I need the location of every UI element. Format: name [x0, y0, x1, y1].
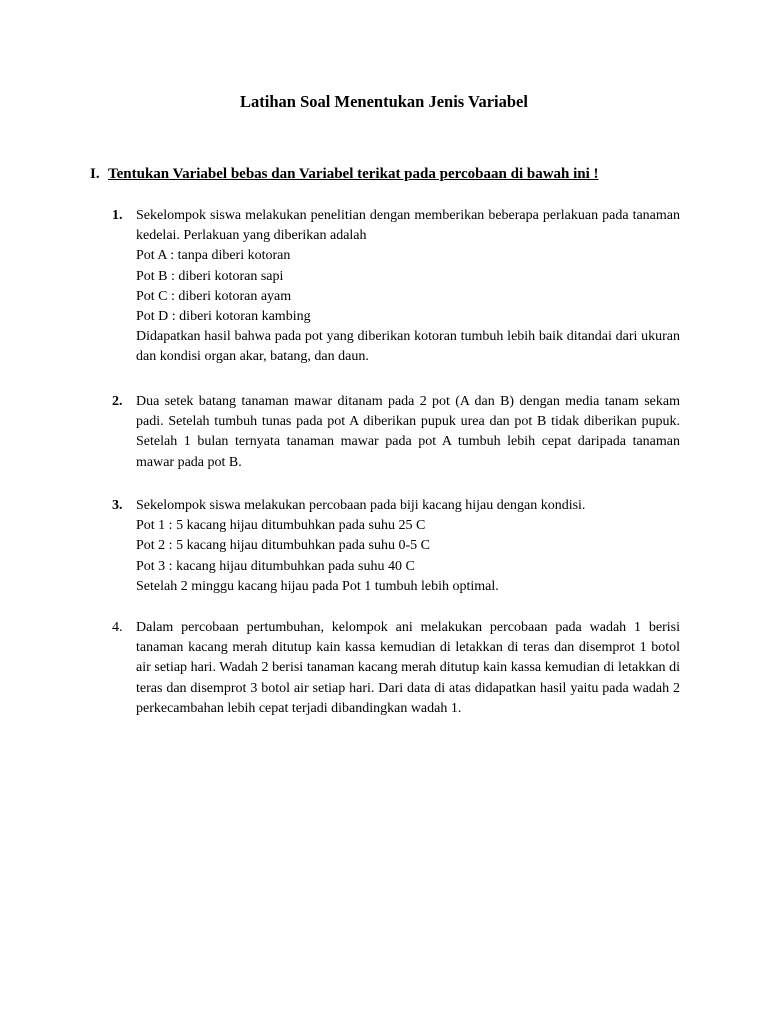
question-line: Pot D : diberi kotoran kambing — [136, 309, 311, 325]
section-number: I. — [90, 166, 100, 182]
question-line: Pot B : diberi kotoran sapi — [136, 268, 284, 284]
question-line: Setelah 2 minggu kacang hijau pada Pot 1 tumbuh lebih optimal. — [136, 578, 499, 594]
question-4 — [112, 618, 680, 719]
section-heading-text: Tentukan Variabel bebas dan Variabel terikat pada percobaan di bawah ini ! — [108, 166, 599, 182]
question-body — [136, 618, 680, 719]
section-heading — [90, 166, 599, 183]
question-body — [136, 496, 680, 597]
question-number: 4. — [112, 620, 123, 635]
question-intro: Sekelompok siswa melakukan penelitian dengan memberikan beberapa perlakuan pada tanaman kedelai. Perlakuan yang diberikan adalah — [136, 208, 680, 244]
question-intro: Dalam percobaan pertumbuhan, kelompok ani melakukan percobaan pada wadah 1 berisi tanaman kacang merah ditutup kain kassa kemudian di letakkan di teras dan disemprot 1 botol air setiap hari. Wadah 2 berisi tanaman kacang merah ditutup kain kassa kemudian di letakkan di teras dan disemprot 3 botol air setiap hari. Dari data di atas didapatkan hasil yaitu pada wadah 2 perkecambahan lebih cepat terjadi dibandingkan wadah 1. — [136, 620, 680, 716]
question-body — [136, 392, 680, 473]
question-2 — [112, 392, 680, 473]
question-line: Pot 2 : 5 kacang hijau ditumbuhkan pada suhu 0-5 C — [136, 538, 430, 554]
question-number: 3. — [112, 498, 123, 513]
question-intro: Sekelompok siswa melakukan percobaan pada biji kacang hijau dengan kondisi. — [136, 498, 586, 513]
question-3 — [112, 496, 680, 597]
question-line: Pot A : tanpa diberi kotoran — [136, 248, 291, 264]
question-line: Pot C : diberi kotoran ayam — [136, 288, 292, 304]
question-body — [136, 206, 680, 368]
question-1 — [112, 206, 680, 368]
question-number: 1. — [112, 208, 123, 223]
question-conclusion: Didapatkan hasil bahwa pada pot yang diberikan kotoran tumbuh lebih baik ditandai dari ukuran dan kondisi organ akar, batang, dan daun. — [136, 329, 680, 365]
question-line: Pot 1 : 5 kacang hijau ditumbuhkan pada suhu 25 C — [136, 518, 426, 534]
page-title: Latihan Soal Menentukan Jenis Variabel — [240, 92, 528, 111]
question-intro: Dua setek batang tanaman mawar ditanam pada 2 pot (A dan B) dengan media tanam sekam padi. Setelah tumbuh tunas pada pot A diberikan pupuk urea dan pot B tidak diberikan pupuk. Setelah 1 bulan ternyata tanaman mawar pada pot A tumbuh lebih cepat daripada tanaman mawar pada pot B. — [136, 394, 680, 470]
question-number: 2. — [112, 394, 123, 409]
question-line: Pot 3 : kacang hijau ditumbuhkan pada suhu 40 C — [136, 558, 415, 574]
